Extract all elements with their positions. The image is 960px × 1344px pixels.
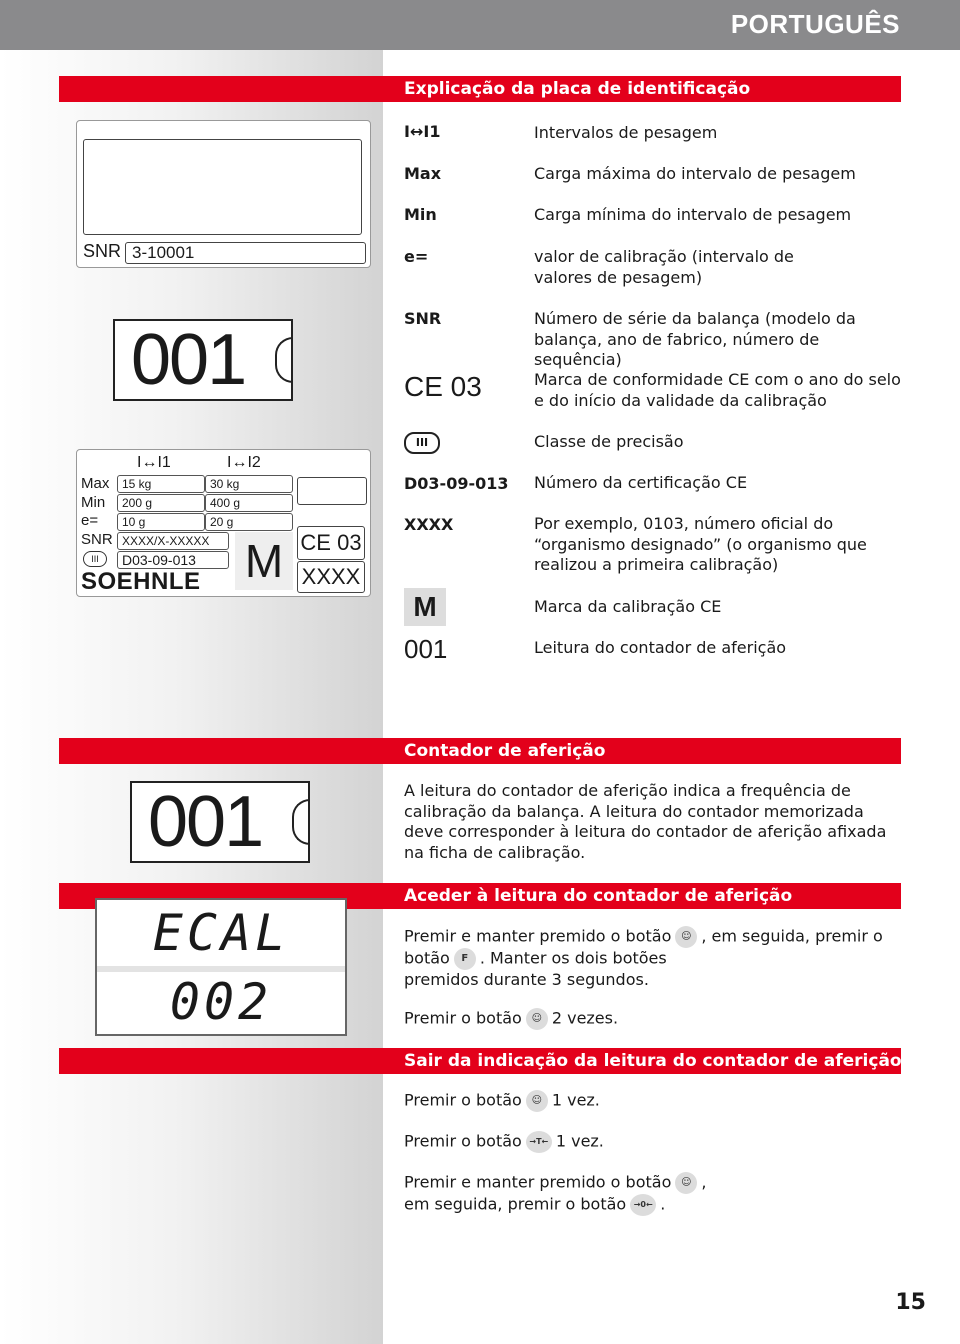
section3-step1: Premir e manter premido o botão ☺ , em seguida, premir o botão F . Manter os dois botões premidos durante 3 segundos.	[404, 926, 883, 989]
section4-title: Sair da indicação da leitura do contador de aferição	[404, 1051, 902, 1071]
desc-cert: Número da certificação CE	[534, 473, 748, 492]
cert-value: D03-09-013	[117, 551, 229, 569]
weigh-button-icon: ☺	[675, 926, 697, 948]
e-label: e=	[81, 512, 99, 529]
plate-snr-label: SNR	[83, 241, 122, 261]
seal-counter-plate	[113, 319, 293, 401]
weigh-button-icon: ☺	[526, 1008, 548, 1030]
snr-code-value: XXXX/X-XXXXX	[117, 532, 229, 550]
desc-metrology: Marca da calibração CE	[534, 597, 722, 616]
min-label: Min	[81, 494, 106, 511]
desc-e: valor de calibração (intervalo de valores de pesagem)	[534, 247, 794, 287]
metrology-mark: M	[235, 532, 293, 590]
max1-value: 15 kg	[117, 475, 205, 493]
desc-snr: Número de série da balança (modelo da balança, ano de fabrico, número de sequência)	[534, 309, 856, 369]
seal-counter-value: 001	[131, 320, 246, 400]
plate-snr-field: 3-10001	[125, 242, 366, 264]
interval2-label: I↔I2	[227, 454, 261, 471]
body-number-plate: XXXX	[297, 561, 365, 593]
max2-value: 30 kg	[205, 475, 293, 493]
snr-code-label: SNR	[81, 531, 113, 548]
scale-display	[95, 898, 347, 1036]
section2-title: Contador de aferição	[404, 741, 606, 761]
weigh-button-icon: ☺	[526, 1090, 548, 1112]
ce-mark-plate: CE 03	[297, 526, 365, 560]
sym-cert: D03-09-013	[404, 474, 509, 493]
accuracy-class-icon: III	[404, 432, 440, 454]
max-label: Max	[81, 475, 110, 492]
e1-value: 10 g	[117, 513, 205, 531]
sym-min: Min	[404, 205, 437, 224]
desc-body: Por exemplo, 0103, número oficial do “organismo designado” (o organismo que realizou a primeira calibração)	[534, 514, 867, 574]
page-number: 15	[895, 1290, 926, 1315]
zero-button-icon: →0←	[630, 1194, 656, 1216]
e2-value: 20 g	[205, 513, 293, 531]
weigh-button-icon: ☺	[675, 1172, 697, 1194]
metrology-icon: M	[404, 588, 446, 626]
sym-interval: I↔I1	[404, 122, 441, 141]
seal-counter-value-2: 001	[148, 782, 263, 862]
display-bottom-text: 002	[169, 973, 273, 1031]
section2-text: A leitura do contador de aferição indica a frequência de calibração da balança. A leitura do contador memorizada deve corresponder à leitura do contador de aferição afixada na ficha de calibração.	[404, 781, 887, 862]
desc-interval: Intervalos de pesagem	[534, 123, 718, 142]
desc-min: Carga mínima do intervalo de pesagem	[534, 205, 852, 224]
section4-step2: Premir o botão →T← 1 vez.	[404, 1131, 904, 1153]
desc-ce: Marca de conformidade CE com o ano do selo e do início da validade da calibração	[534, 370, 901, 410]
min2-value: 400 g	[205, 494, 293, 512]
sym-max: Max	[404, 164, 442, 183]
language-label: PORTUGUÊS	[730, 9, 900, 39]
display-top-text: ECAL	[152, 904, 290, 962]
sym-e: e=	[404, 247, 429, 266]
section3-step2: Premir o botão ☺ 2 vezes.	[404, 1008, 904, 1030]
sym-counter: 001	[404, 634, 448, 664]
interval1-label: I↔I1	[137, 454, 171, 471]
sym-ce: CE 03	[404, 371, 482, 402]
section1-title: Explicação da placa de identificação	[404, 79, 751, 99]
header-bar	[0, 0, 960, 50]
f-button-icon: F	[454, 948, 476, 970]
section4-step3: Premir e manter premido o botão ☺ , em seguida, premir o botão →0← .	[404, 1172, 904, 1216]
sym-body: XXXX	[404, 515, 454, 534]
seal-counter-plate-2	[130, 781, 310, 863]
sym-snr: SNR	[404, 309, 442, 328]
section4-step1: Premir o botão ☺ 1 vez.	[404, 1090, 904, 1112]
section3-title: Aceder à leitura do contador de aferição	[404, 886, 793, 906]
nameplate-main	[76, 449, 371, 597]
desc-counter: Leitura do contador de aferição	[534, 638, 787, 657]
class-icon: III	[83, 551, 107, 567]
brand-logo: SOEHNLE	[81, 568, 201, 595]
nameplate-top	[76, 120, 371, 268]
min1-value: 200 g	[117, 494, 205, 512]
desc-max: Carga máxima do intervalo de pesagem	[534, 164, 856, 183]
desc-class: Classe de precisão	[534, 432, 684, 451]
tare-button-icon: →T←	[526, 1131, 552, 1153]
